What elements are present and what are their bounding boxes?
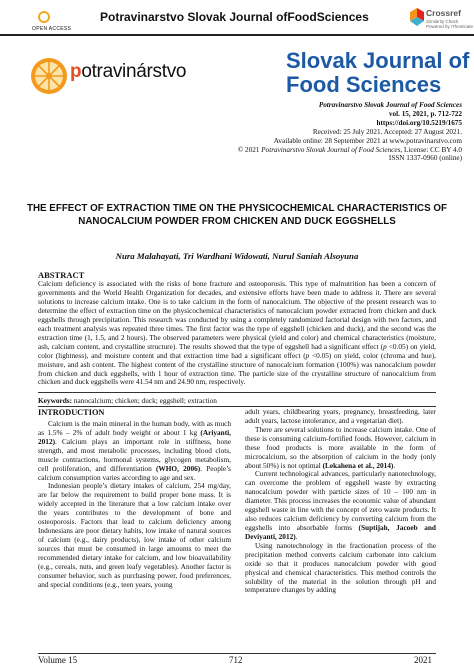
pub-available: Available online: 28 September 2021 at www.potravinarstvo.com — [273, 136, 462, 145]
intro-paragraph-4: There are several solutions to increase calcium intake. One of these is consuming calcium-fortified foods. However, calcium in these food products is more available in the form of microcalcium, so the absorption of calcium in the body (only about 50%) is not optimal (Lekahena et al., 2014). — [245, 424, 436, 470]
pub-doi-link[interactable]: https://doi.org/10.5219/1675 — [376, 118, 462, 127]
orange-slice-icon — [30, 57, 68, 95]
potravinarstvo-wordmark: potravinárstvo — [70, 61, 187, 82]
pub-dates: Received: 25 July 2021. Accepted: 27 August 2021. — [312, 127, 462, 136]
intro-paragraph-5: Current technological advances, particularly nanotechnology, can overcome the problem of eggshell waste by extracting nanocalcium powder with particle sizes of 10 – 100 nm in diameter. This process increases the economic value of abundant eggshell waste in line with the concept of zero waste products. It also reduces calcium deficiency by converting calcium from the eggshells into absorbable forms (Suptijah, Jacoeb and Deviyanti, 2012). — [245, 469, 436, 541]
pub-journal: Potravinarstvo Slovak Journal of Food Sciences — [318, 101, 462, 109]
intro-paragraph-2: Indonesian people’s dietary intakes of calcium, 254 mg/day, are far below the requirement to build proper bone mass. It is widely accepted in the literature that a low calcium intake over the years contributes to the development of bone and osteoporosis. Factors that lead to calcium deficiency among Indonesians are poor dietary habits, low intake of natural sources of calcium (e.g., dairy products), low intake of other calcium sources that must be consumed in large amounts to meet the recommended dietary intake for calcium, and low bioavailability (e.g., cereals, nuts, and green leafy vegetables). Another factor is consumer behavior, such as purchasing power, food preferences, and special conditions (e.g., teen years, young — [38, 481, 231, 589]
crossref-similarity-check-badge[interactable] — [410, 6, 474, 32]
potravinarstvo-logo — [30, 53, 187, 98]
keywords-top-rule — [38, 392, 436, 393]
header-divider — [0, 34, 474, 36]
crossref-name: Crossref — [426, 8, 461, 18]
pub-issn: ISSN 1337-0960 (online) — [388, 154, 462, 163]
pub-volume: vol. 15, 2021, p. 712-722 — [388, 109, 462, 118]
footer-rule — [38, 653, 436, 654]
crossref-icon — [410, 8, 424, 26]
keywords: Keywords: nanocalcium; chicken; duck; eggshell; extraction — [38, 396, 217, 405]
intro-left-column — [38, 420, 231, 590]
footer-year: 2021 — [414, 655, 432, 665]
crossref-subtitle: Similarity Check Powered by iThenticate — [426, 19, 474, 29]
sjfs-logo-line2: Food Sciences — [286, 72, 442, 97]
sjfs-logo — [286, 48, 470, 108]
pub-license: © 2021 Potravinarstvo Slovak Journal of Food Sciences, License: CC BY 4.0 — [237, 145, 462, 154]
open-access-label: OPEN ACCESS — [32, 26, 72, 32]
intro-paragraph-1: Calcium is the main mineral in the human body, with as much as 1.5% – 2% of adult body weight or about 1 kg (Ariyanti, 2012). Calcium plays an important role in stiffness, bone strength, and most metabolic processes, including blood clots, muscle contractions, hormonal systems, glycogen metabolism, cell proliferation, and differentiation (WHO, 2006). People’s calcium consumption varies according to age and sex. — [38, 419, 231, 482]
footer-page-number: 712 — [229, 655, 243, 665]
footer-volume: Volume 15 — [38, 655, 78, 665]
journal-running-title: Potravinarstvo Slovak Journal ofFoodSciences — [100, 10, 369, 24]
paper-authors: Nura Malahayati, Tri Wardhani Widowati, Nurul Saniah Alsoyuna — [115, 251, 359, 261]
intro-right-column — [245, 408, 436, 595]
abstract-text: Calcium deficiency is associated with the risks of bone fracture and osteoporosis. This type of malnutrition has been a concern of governments and the World Health Organization for decades, and extensive efforts have been made to address it. There are several solutions to increase calcium intake. One is to take calcium in the form of nanocalcium. The objective of the present research was to determine the effect of extraction time on the physicochemical characteristics of nanocalcium powder extracted from chicken and duck eggshells through precipitation. This research was conducted by using a completely randomized factorial design with two factors, and each treatment analysis was repeated three times. The first factor was the type of eggshell (chicken and duck), and the second was the extraction time (1, 1.5, and 2 hours). The observed parameters were physical (yield and color) and chemical characteristics (moisture, ash, calcium content, and crystalline structure). The results showed that the type of eggshell had a significant effect (p <0.05) on yield, color (lightness), and moisture content and that extraction time had a significant effect (p <0.05) on yield, color (chroma and hue), moisture, and ash content. The highest content of the crystalline structure of nanocalcium formation (100%) was nanocalcium powder from chicken and duck eggshells, with 1 hour of extraction time. The particle size of the crystalline structure of nanocalcium from chicken and duck eggshells were 41.54 nm and 24.90 nm, respectively. — [38, 279, 437, 387]
publication-info — [238, 101, 462, 163]
introduction-heading: INTRODUCTION — [38, 408, 105, 417]
sjfs-logo-line1: Slovak Journal of — [286, 48, 470, 73]
intro-paragraph-3: adult years, childbearing years, pregnancy, breastfeeding, later adult years, lactose intolerance, and a vegetarian diet). — [245, 407, 436, 425]
intro-paragraph-6: Using nanotechnology in the fractionation process of the precipitation method converts calcium carbonate into calcium oxide so that it produces nanocalcium powder with good physical and chemical characteristics. This method controls the solubility of the material in the solution through pH and temperature changes by adding — [245, 540, 436, 595]
abstract-heading: ABSTRACT — [38, 270, 85, 280]
open-access-icon — [38, 11, 50, 23]
paper-title: THE EFFECT OF EXTRACTION TIME ON THE PHYSICOCHEMICAL CHARACTERISTICS OF NANOCALCIUM POWDER FROM CHICKEN AND DUCK EGGSHELLS — [26, 203, 447, 227]
